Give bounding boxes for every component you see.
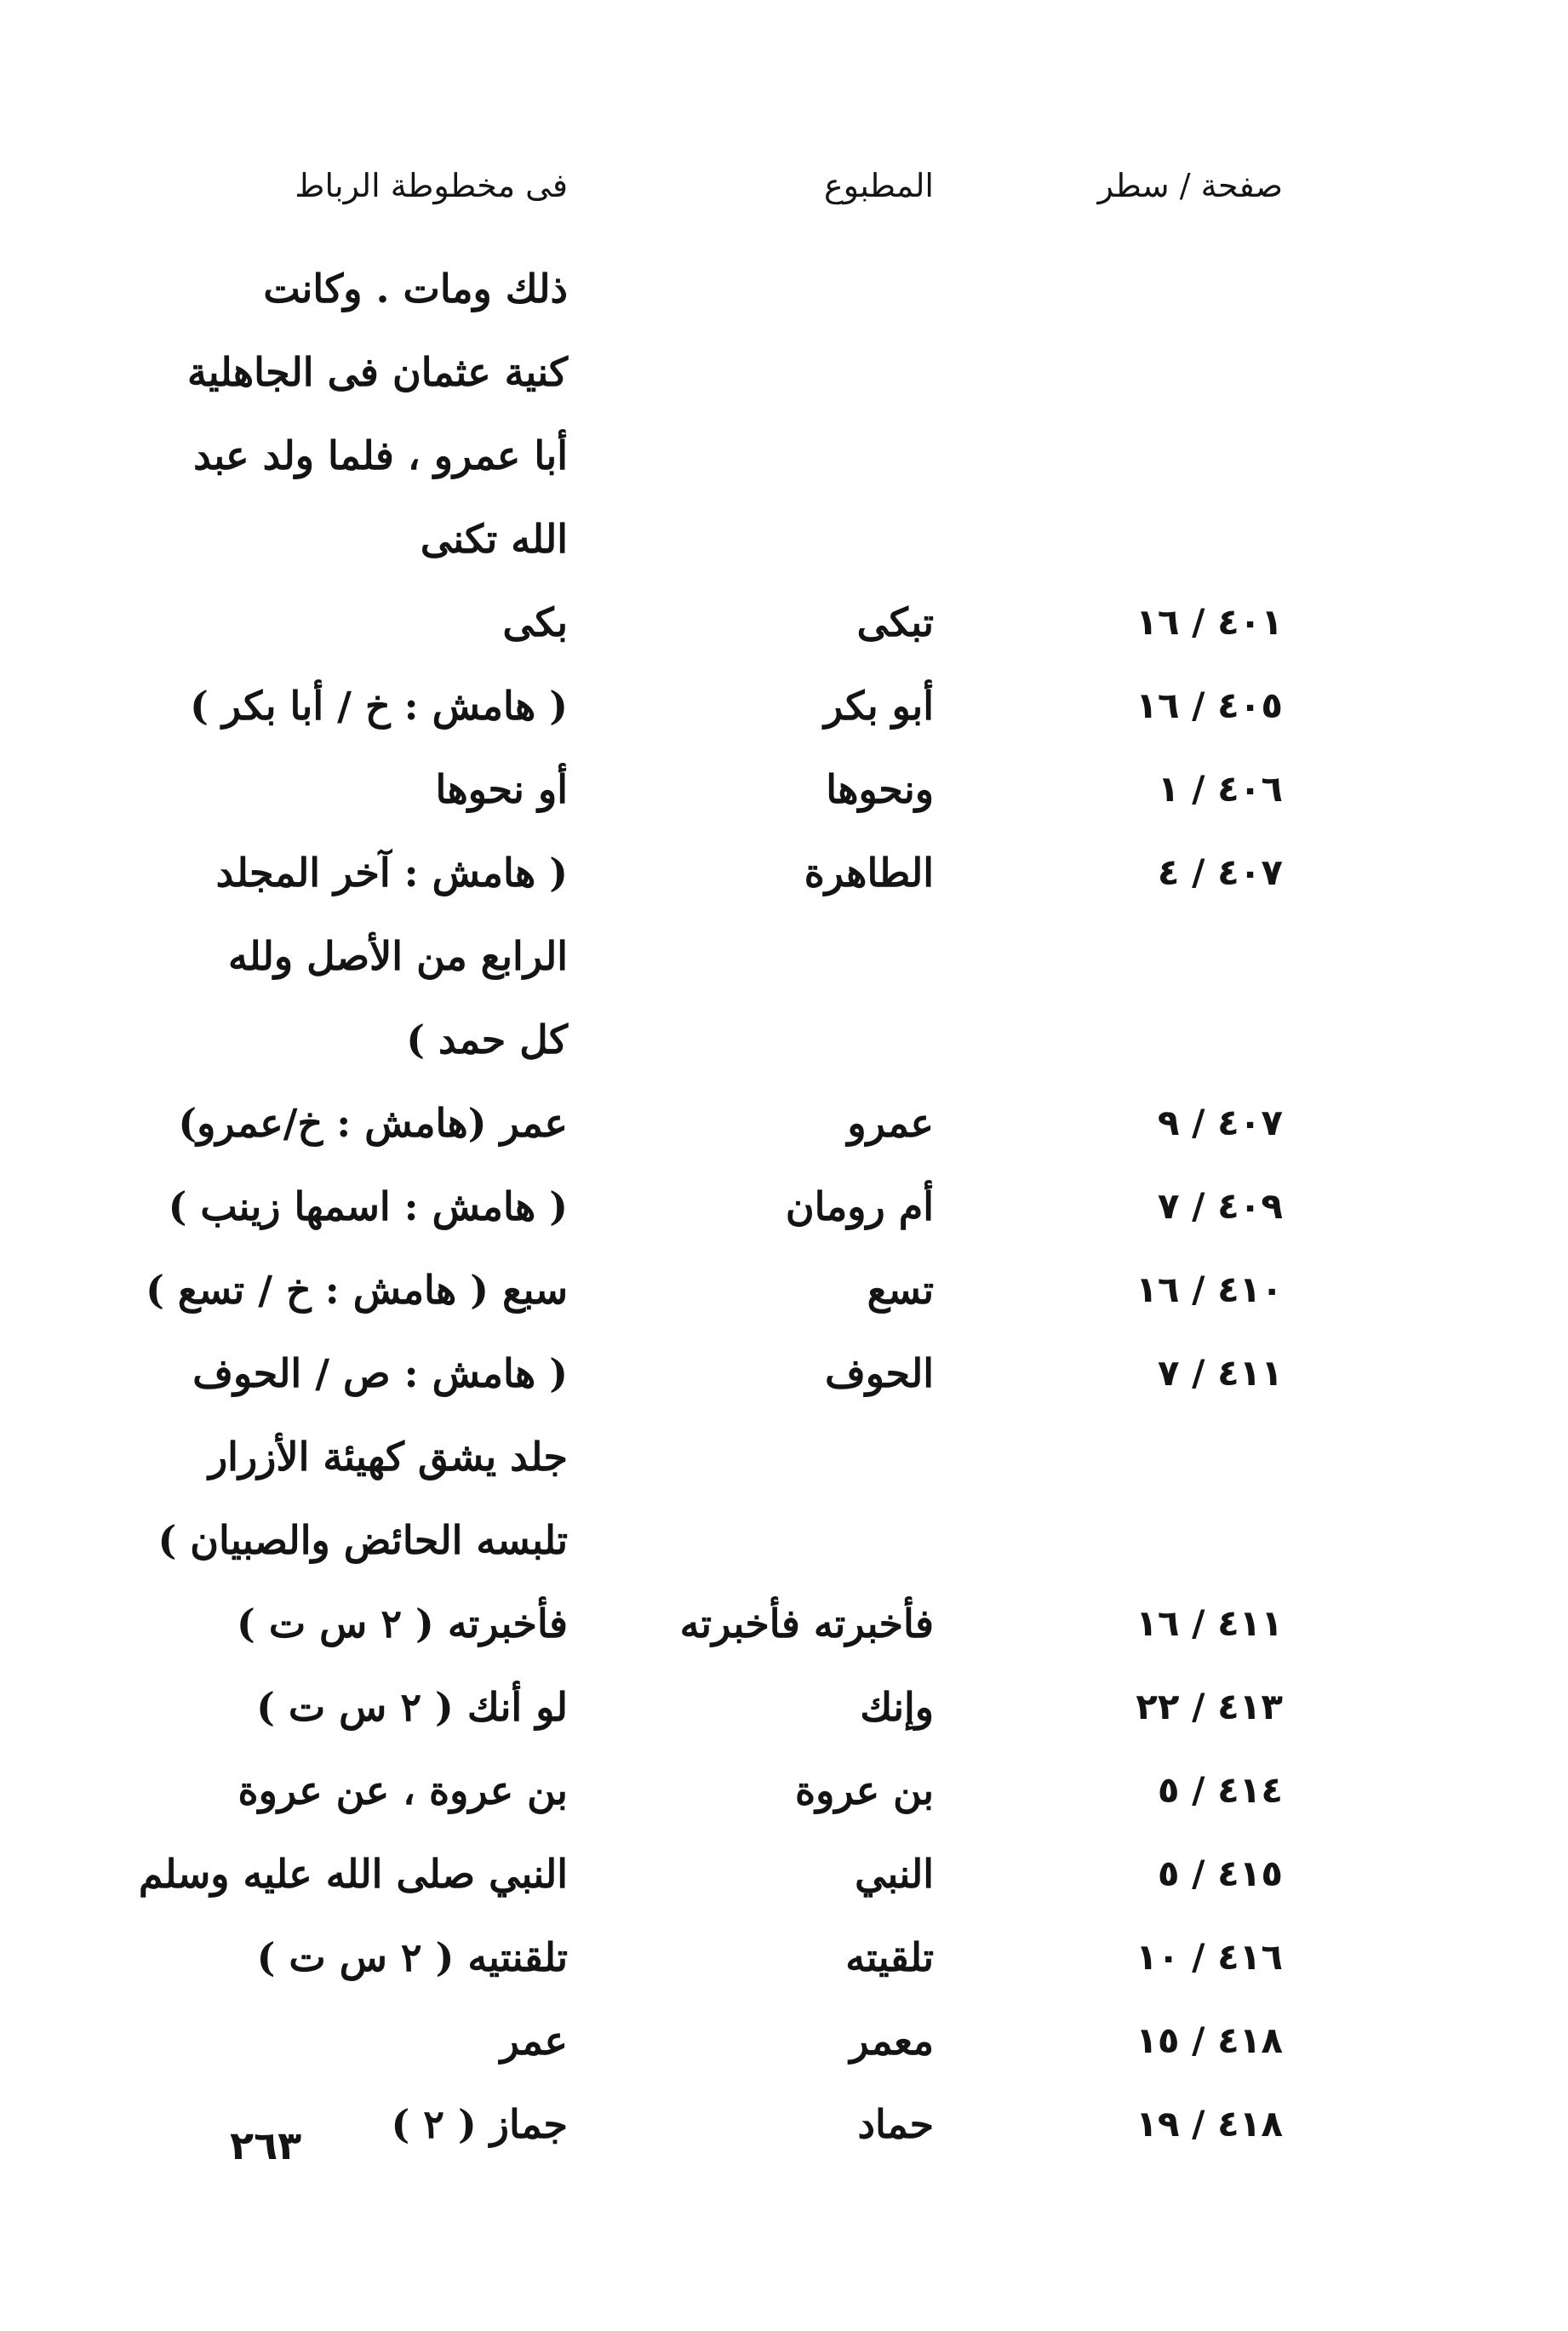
page-line-ref: ٤١٦ / ١٠ (1136, 1936, 1283, 1978)
variants-table (0, 247, 1568, 2166)
page-line-ref: ٤٠٧ / ٩ (1157, 1102, 1283, 1143)
page-line-ref: ٤١٥ / ٥ (1157, 1853, 1283, 1894)
table-row (0, 1832, 1568, 1916)
printed-reading: معمر (850, 2018, 934, 2064)
table-row (0, 1498, 1568, 1582)
header-printed: المطبوع (823, 167, 934, 204)
page-line-ref: ٤١٨ / ١٩ (1136, 2103, 1283, 2145)
manuscript-reading: ذلك ومات . وكانت (263, 266, 568, 312)
manuscript-reading: لو أنك ( ٢ س ت ) (256, 1684, 568, 1730)
table-row (0, 914, 1568, 998)
table-row (0, 1749, 1568, 1832)
manuscript-reading: ( هامش : خ / أبا بكر ) (190, 683, 568, 729)
table-row (0, 1582, 1568, 1665)
manuscript-reading: تلبسه الحائض والصبيان ) (157, 1517, 568, 1563)
manuscript-reading: عمر (هامش : خ/عمرو) (178, 1100, 568, 1146)
table-row (0, 414, 1568, 497)
table-row (0, 330, 1568, 414)
manuscript-reading: ( هامش : اسمها زينب ) (168, 1183, 568, 1229)
printed-reading: أبو بكر (824, 683, 934, 729)
manuscript-reading: ( هامش : ص / الحوف (192, 1350, 568, 1396)
printed-reading: ونحوها (826, 766, 934, 812)
manuscript-reading: ( هامش : آخر المجلد (215, 850, 568, 896)
table-row (0, 747, 1568, 831)
printed-reading: فأخبرته فأخبرته (679, 1601, 934, 1647)
manuscript-reading: بن عروة ، عن عروة (237, 1767, 568, 1813)
printed-reading: النبي (855, 1851, 934, 1897)
manuscript-reading: جلد يشق كهيئة الأزرار (208, 1434, 568, 1480)
page-line-ref: ٤٠٧ / ٤ (1157, 851, 1283, 893)
manuscript-reading: أبا عمرو ، فلما ولد عبد (193, 432, 568, 478)
page-line-ref: ٤٠٩ / ٧ (1157, 1185, 1283, 1227)
printed-reading: بن عروة (795, 1767, 934, 1813)
table-row (0, 1415, 1568, 1498)
manuscript-reading: أو نحوها (435, 766, 568, 812)
page-line-ref: ٤١٣ / ٢٢ (1136, 1686, 1283, 1727)
manuscript-reading: جماز ( ٢ ) (391, 2101, 568, 2147)
page-line-ref: ٤١١ / ٧ (1157, 1352, 1283, 1394)
page-line-ref: ٤٠٥ / ١٦ (1136, 684, 1283, 726)
manuscript-reading: سبع ( هامش : خ / تسع ) (146, 1267, 568, 1313)
table-row (0, 1165, 1568, 1248)
table-row (0, 1916, 1568, 1999)
page-line-ref: ٤١٠ / ١٦ (1136, 1269, 1283, 1310)
table-header (0, 160, 1568, 211)
table-row (0, 247, 1568, 330)
table-row (0, 1999, 1568, 2082)
manuscript-reading: الله تكنى (420, 516, 568, 562)
printed-reading: حماد (857, 2101, 934, 2147)
manuscript-reading: كنية عثمان فى الجاهلية (187, 349, 568, 395)
printed-reading: أم رومان (785, 1183, 934, 1229)
table-row (0, 1665, 1568, 1749)
table-row (0, 1081, 1568, 1165)
table-row (0, 998, 1568, 1081)
header-page-line: صفحة / سطر (1097, 167, 1283, 204)
page-line-ref: ٤١٨ / ١٥ (1136, 2019, 1283, 2061)
printed-reading: الطاهرة (804, 850, 934, 896)
manuscript-reading: تلقنتيه ( ٢ س ت ) (256, 1934, 568, 1980)
page-number: ٢٦٣ (230, 2122, 302, 2168)
manuscript-reading: النبي صلى الله عليه وسلم (138, 1851, 568, 1897)
page-line-ref: ٤٠٦ / ١ (1157, 768, 1283, 810)
printed-reading: عمرو (847, 1100, 934, 1146)
manuscript-reading: بكى (502, 599, 568, 645)
printed-reading: الحوف (825, 1350, 934, 1396)
table-row (0, 831, 1568, 914)
manuscript-reading: كل حمد ) (406, 1017, 568, 1062)
table-row (0, 664, 1568, 747)
printed-reading: تلقيته (845, 1934, 934, 1980)
table-row (0, 497, 1568, 581)
table-row (0, 1332, 1568, 1415)
page-line-ref: ٤١٤ / ٥ (1157, 1769, 1283, 1811)
header-manuscript: فى مخطوطة الرباط (295, 167, 568, 204)
page-line-ref: ٤١١ / ١٦ (1136, 1602, 1283, 1644)
manuscript-reading: عمر (500, 2018, 568, 2064)
table-row (0, 581, 1568, 664)
table-row (0, 1248, 1568, 1332)
printed-reading: تسع (867, 1267, 934, 1313)
printed-reading: تبكى (856, 599, 934, 645)
manuscript-reading: فأخبرته ( ٢ س ت ) (237, 1601, 568, 1647)
page-line-ref: ٤٠١ / ١٦ (1136, 601, 1283, 643)
manuscript-reading: الرابع من الأصل ولله (228, 933, 568, 979)
printed-reading: وإنك (860, 1684, 934, 1730)
